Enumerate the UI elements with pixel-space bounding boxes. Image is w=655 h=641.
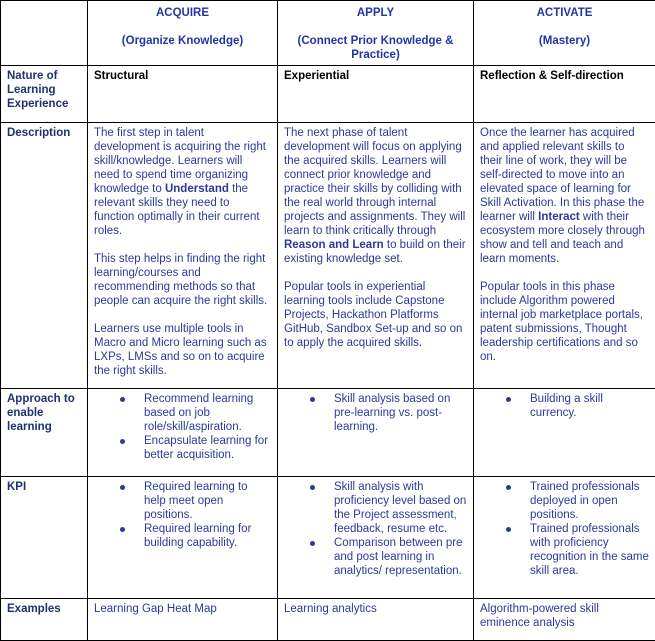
examples-row	[1, 599, 655, 641]
bullet-item: Building a skill currency.	[480, 392, 649, 420]
phase-subtitle-activate: (Mastery)	[538, 35, 591, 47]
bullet-list	[284, 480, 467, 578]
bullet-item: Recommend learning based on job role/skill/aspiration.	[94, 392, 271, 434]
nature-cell-apply: Experiential	[278, 66, 474, 123]
header-row	[1, 1, 655, 66]
description-bold-term: Interact	[538, 211, 580, 223]
approach-row	[1, 389, 655, 477]
description-bold-term: Understand	[164, 183, 229, 195]
bullet-item: Trained professionals deployed in open positions.	[480, 480, 649, 522]
bullet-list	[480, 480, 649, 578]
kpi-cell-apply	[278, 477, 474, 599]
description-text: the relevant skills they need to function optimally in their current roles.	[94, 183, 260, 237]
row-label-examples: Examples	[1, 599, 88, 641]
nature-cell-activate: Reflection & Self-direction	[474, 66, 655, 123]
description-paragraph	[284, 126, 467, 266]
description-cell-apply	[278, 123, 474, 389]
header-cell-apply	[278, 1, 474, 66]
bullet-list	[480, 392, 649, 420]
row-label-kpi: KPI	[1, 477, 88, 599]
kpi-cell-activate	[474, 477, 655, 599]
approach-cell-activate	[474, 389, 655, 477]
nature-cell-acquire: Structural	[88, 66, 278, 123]
bullet-item: Skill analysis with proficiency level based on the Project assessment, feedback, resume etc.	[284, 480, 467, 536]
description-paragraph: Popular tools in this phase include Algorithm powered internal job marketplace portals, patent submissions, Thought leadership certifications and so on.	[480, 281, 643, 363]
description-paragraph	[480, 126, 649, 266]
kpi-row	[1, 477, 655, 599]
bullet-list	[94, 480, 271, 550]
description-text: to build on their existing knowledge set.	[284, 239, 466, 265]
bullet-item: Comparison between pre and post learning in analytics/ representation.	[284, 536, 467, 578]
header-cell-acquire	[88, 1, 278, 66]
kpi-cell-acquire	[88, 477, 278, 599]
bullet-item: Skill analysis based on pre-learning vs. post-learning.	[284, 392, 467, 434]
bullet-item: Required learning to help meet open positions.	[94, 480, 271, 522]
nature-row	[1, 66, 655, 123]
description-bold-term: Reason and Learn	[284, 239, 384, 251]
row-label-description: Description	[1, 123, 88, 389]
description-text: Once the learner has acquired and applied relevant skills to their line of work, they will be self-directed to move into an elevated space of learning for Skill Activation. In this phase the learner will	[480, 127, 645, 223]
phase-title-activate: ACTIVATE	[536, 7, 593, 19]
description-row	[1, 123, 655, 389]
description-cell-acquire	[88, 123, 278, 389]
description-paragraph: Popular tools in experiential learning tools include Capstone Projects, Hackathon Platforms GitHub, Sandbox Set-up and so on to apply the acquired skills.	[284, 281, 463, 349]
corner-cell	[1, 1, 88, 66]
phase-subtitle-acquire: (Organize Knowledge)	[121, 35, 244, 47]
description-cell-activate	[474, 123, 655, 389]
description-paragraph	[94, 126, 271, 238]
description-text: with their ecosystem more closely through show and tell and teach and learn moments.	[480, 211, 645, 265]
phase-subtitle-apply: (Connect Prior Knowledge & Practice)	[297, 35, 454, 61]
description-text: The next phase of talent development will focus on applying the acquired skills. Learners will connect prior knowledge and practice their skills by colliding with the real world through internal projects and assignments. They will learn to think critically through	[284, 127, 466, 237]
row-label-nature: Nature of Learning Experience	[1, 66, 88, 123]
phase-title-acquire: ACQUIRE	[155, 7, 210, 19]
example-cell-apply: Learning analytics	[278, 599, 474, 641]
bullet-item: Encapsulate learning for better acquisition.	[94, 434, 271, 462]
bullet-item: Trained professionals with proficiency recognition in the same skill area.	[480, 522, 649, 578]
approach-cell-apply	[278, 389, 474, 477]
row-label-approach: Approach to enable learning	[1, 389, 88, 477]
description-paragraph: Learners use multiple tools in Macro and Micro learning such as LXPs, LMSs and so on to acquire the right skills.	[94, 323, 267, 377]
description-text: The first step in talent development is acquiring the right skill/knowledge. Learners will need to spend time organizing knowledge to	[94, 127, 266, 195]
approach-cell-acquire	[88, 389, 278, 477]
description-paragraph: This step helps in finding the right learning/courses and recommending methods so that people can acquire the right skills.	[94, 253, 268, 307]
phase-title-apply: APPLY	[356, 7, 395, 19]
bullet-list	[284, 392, 467, 434]
bullet-list	[94, 392, 271, 462]
bullet-item: Required learning for building capability.	[94, 522, 271, 550]
example-cell-acquire: Learning Gap Heat Map	[88, 599, 278, 641]
example-cell-activate: Algorithm-powered skill eminence analysis	[474, 599, 655, 641]
header-cell-activate	[474, 1, 655, 66]
